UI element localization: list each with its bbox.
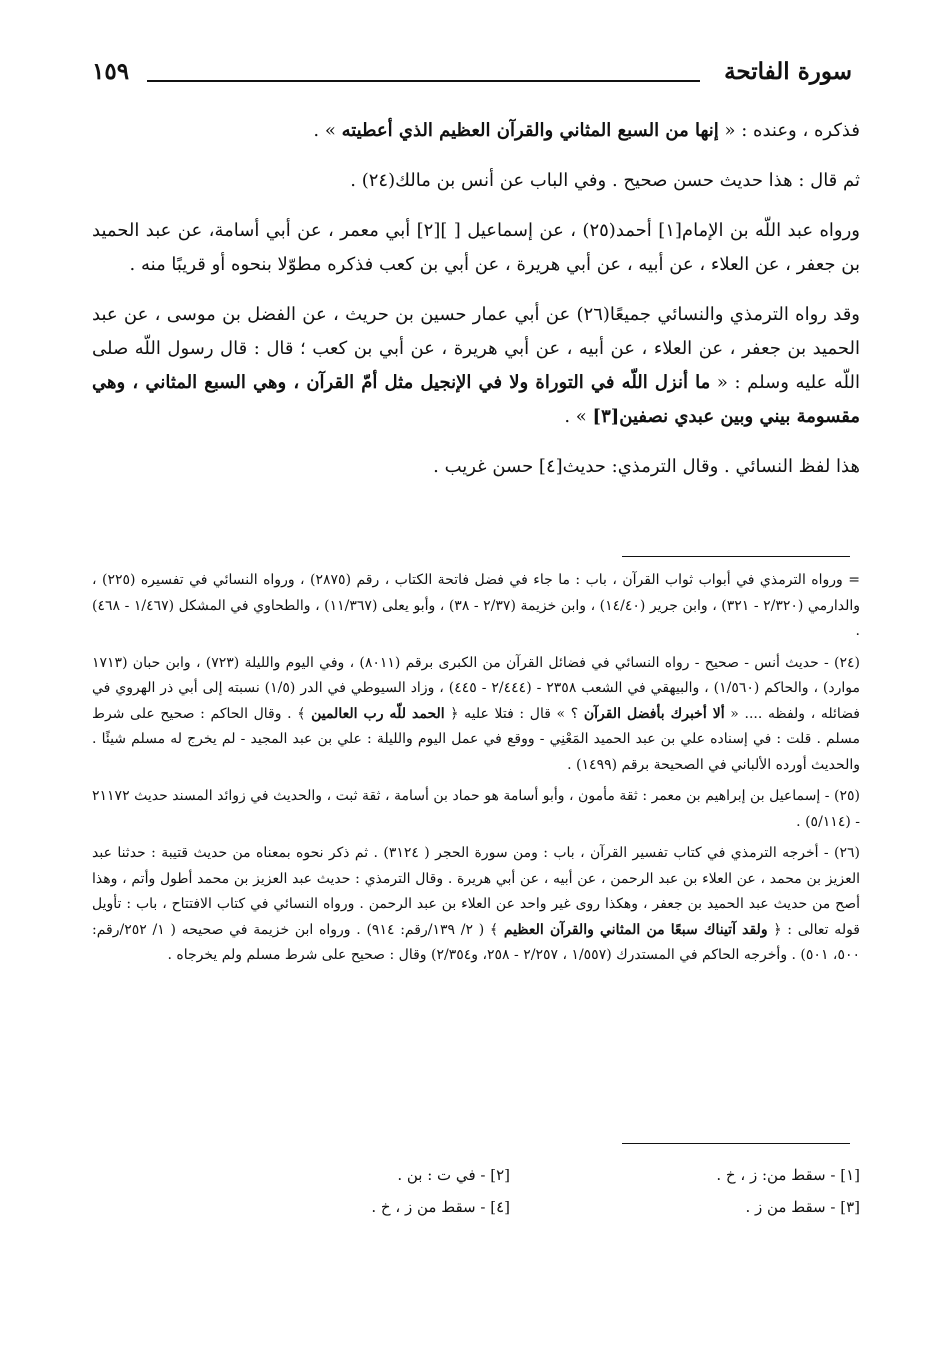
page-header (92, 54, 852, 94)
variant-note-4: [٤] - سقط من ز ، خ . (371, 1198, 510, 1216)
header-rule (147, 80, 700, 82)
text-run: فذكره ، وعنده : « (718, 120, 860, 141)
variant-note-2: [٢] - في ت : بن . (397, 1166, 510, 1184)
paragraph-5: هذا لفظ النسائي . وقال الترمذي: حديث[٤] حسن غريب . (433, 456, 860, 477)
main-text (92, 114, 860, 500)
quran-quote: ولقد آتيناك سبعًا من المثاني والقرآن العظيم (503, 921, 768, 938)
text-run: (٢٦) - أخرجه الترمذي في كتاب تفسير القرآن ، باب : ومن سورة الحجر ( ٣١٢٤) . ثم ذكر نحوه بمعناه من حديث قتيبة : حدثنا عبد العزيز بن محمد ، عن العلاء بن عبد الرحمن ، عن أبيه ، عن أبي هريرة . وقال الترمذي : حديث عبد العزيز بن محمد أطول وأتم ، وهذا أصح من حديث عبد الحميد بن جعفر ، وهكذا روى غير واحد عن العلاء بن عبد الرحمن . ورواه النسائي في كتاب الافتتاح ، باب : تأويل قوله تعالى : ﴿ (92, 845, 861, 938)
text-run: ﴾ . وقال الحاكم : صحيح على شرط مسلم . قلت : في إسناده علي بن عبد الحميد المَعْنِي - ووقع في عمل اليوم والليلة : علي بن عبد المجيد - لم يخرج له مسلم شيئًا . والحديث أورده الألباني في الصحيحة برقم (١٤٩٩) . (92, 705, 860, 773)
text-run: ﴾ ( ٢/ ١٣٩/رقم: ٩١٤) . ورواه ابن خزيمة في صحيحه ( ١/ ٢٥٢/رقم: ٥٠٠، ٥٠١) . وأخرجه الحاكم في المستدرك (١/٥٥٧ ، ٢/٢٥٧ - ٢٥٨، و٢/٣٥٤) وقال : صحيح على شرط مسلم ولم يخرجاه . (92, 921, 860, 963)
hadith-quote: ألا أخبرك بأفضل القرآن (583, 705, 725, 722)
variant-note-1: [١] - سقط من: ز ، خ . (716, 1166, 860, 1184)
text-run: ؟ » قال : فتلا عليه ﴿ (444, 705, 584, 722)
footnotes (92, 568, 860, 975)
paragraph-1 (92, 114, 860, 148)
footnote-24 (92, 651, 860, 779)
text-run: (٢٤) - حديث أنس - صحيح - رواه النسائي في فضائل القرآن من الكبرى برقم (٨٠١١) ، وفي اليوم والليلة (٧٢٣) ، وابن حبان (١٧١٣ موارد) ، والحاكم (١/٥٦٠) ، والبيهقي في الشعب ٢٣٥٨ - (٢/٤٤٤ - ٤٤٥) ، وزاد السيوطي في الدر (١/٥) نسبته إلى أبي ذر الهروي في فضائله ، ولفظه .... « (92, 654, 860, 722)
variant-note-3: [٣] - سقط من ز . (745, 1198, 860, 1216)
quran-quote: الحمد للّه رب العالمين (311, 705, 445, 722)
manuscript-variants (160, 1162, 860, 1220)
text-run: » . (313, 120, 342, 141)
hadith-quote: ما أنزل اللّه في التوراة ولا في الإنجيل مثل أمّ القرآن ، وهي السبع المثاني ، وهي مقسومة بيني وبين عبدي نصفين[٣] (92, 372, 860, 427)
page-number: ١٥٩ (92, 58, 130, 85)
paragraph-3: ورواه عبد اللّه بن الإمام[١] أحمد(٢٥) ، عن إسماعيل [ ][٢] أبي معمر ، عن أبي أسامة، عن عبد الحميد بن جعفر ، عن العلاء ، عن أبيه ، عن أبي هريرة ، عن أبي بن كعب فذكره مطوّلا بنحوه أو قريبًا منه . (92, 220, 860, 275)
hadith-quote: إنها من السبع المثاني والقرآن العظيم الذي أعطيته (341, 120, 719, 141)
running-title: سورة الفاتحة (724, 58, 852, 85)
footnotes-rule (622, 556, 850, 557)
footnote-continued: = ورواه الترمذي في أبواب ثواب القرآن ، باب : ما جاء في فضل فاتحة الكتاب ، رقم (٢٨٧٥) ، ورواه النسائي في تفسيره (٢٢٥) ، والدارمي (٢/٣٢٠ - ٣٢١) ، وابن جرير (١٤/٤٠) ، وابن خزيمة (٢/٣٧ - ٣٨) ، وأبو يعلى (١١/٣٦٧) ، والطحاوي في المشكل (١/٤٦٧ - ٤٦٨) . (92, 572, 860, 639)
paragraph-4 (92, 298, 860, 434)
footnote-26 (92, 841, 860, 969)
variants-rule (622, 1143, 850, 1144)
paragraph-2: ثم قال : هذا حديث حسن صحيح . وفي الباب عن أنس بن مالك(٢٤) . (350, 170, 860, 191)
footnote-25: (٢٥) - إسماعيل بن إبراهيم بن معمر : ثقة مأمون ، وأبو أسامة هو حماد بن أسامة ، ثقة ثبت ، والحديث في زوائد المسند حديث ٢١١٧٢ - (٥/١١٤) . (92, 788, 860, 830)
text-run: وقد رواه الترمذي والنسائي جميعًا(٢٦) عن أبي عمار حسين بن حريث ، عن الفضل بن موسى ، عن عبد الحميد بن جعفر ، عن العلاء ، عن أبيه ، عن أبي هريرة ، عن أبي بن كعب ؛ قال : قال رسول اللّه صلى اللّه عليه وسلم : « (92, 304, 860, 393)
text-run: » . (564, 406, 593, 427)
